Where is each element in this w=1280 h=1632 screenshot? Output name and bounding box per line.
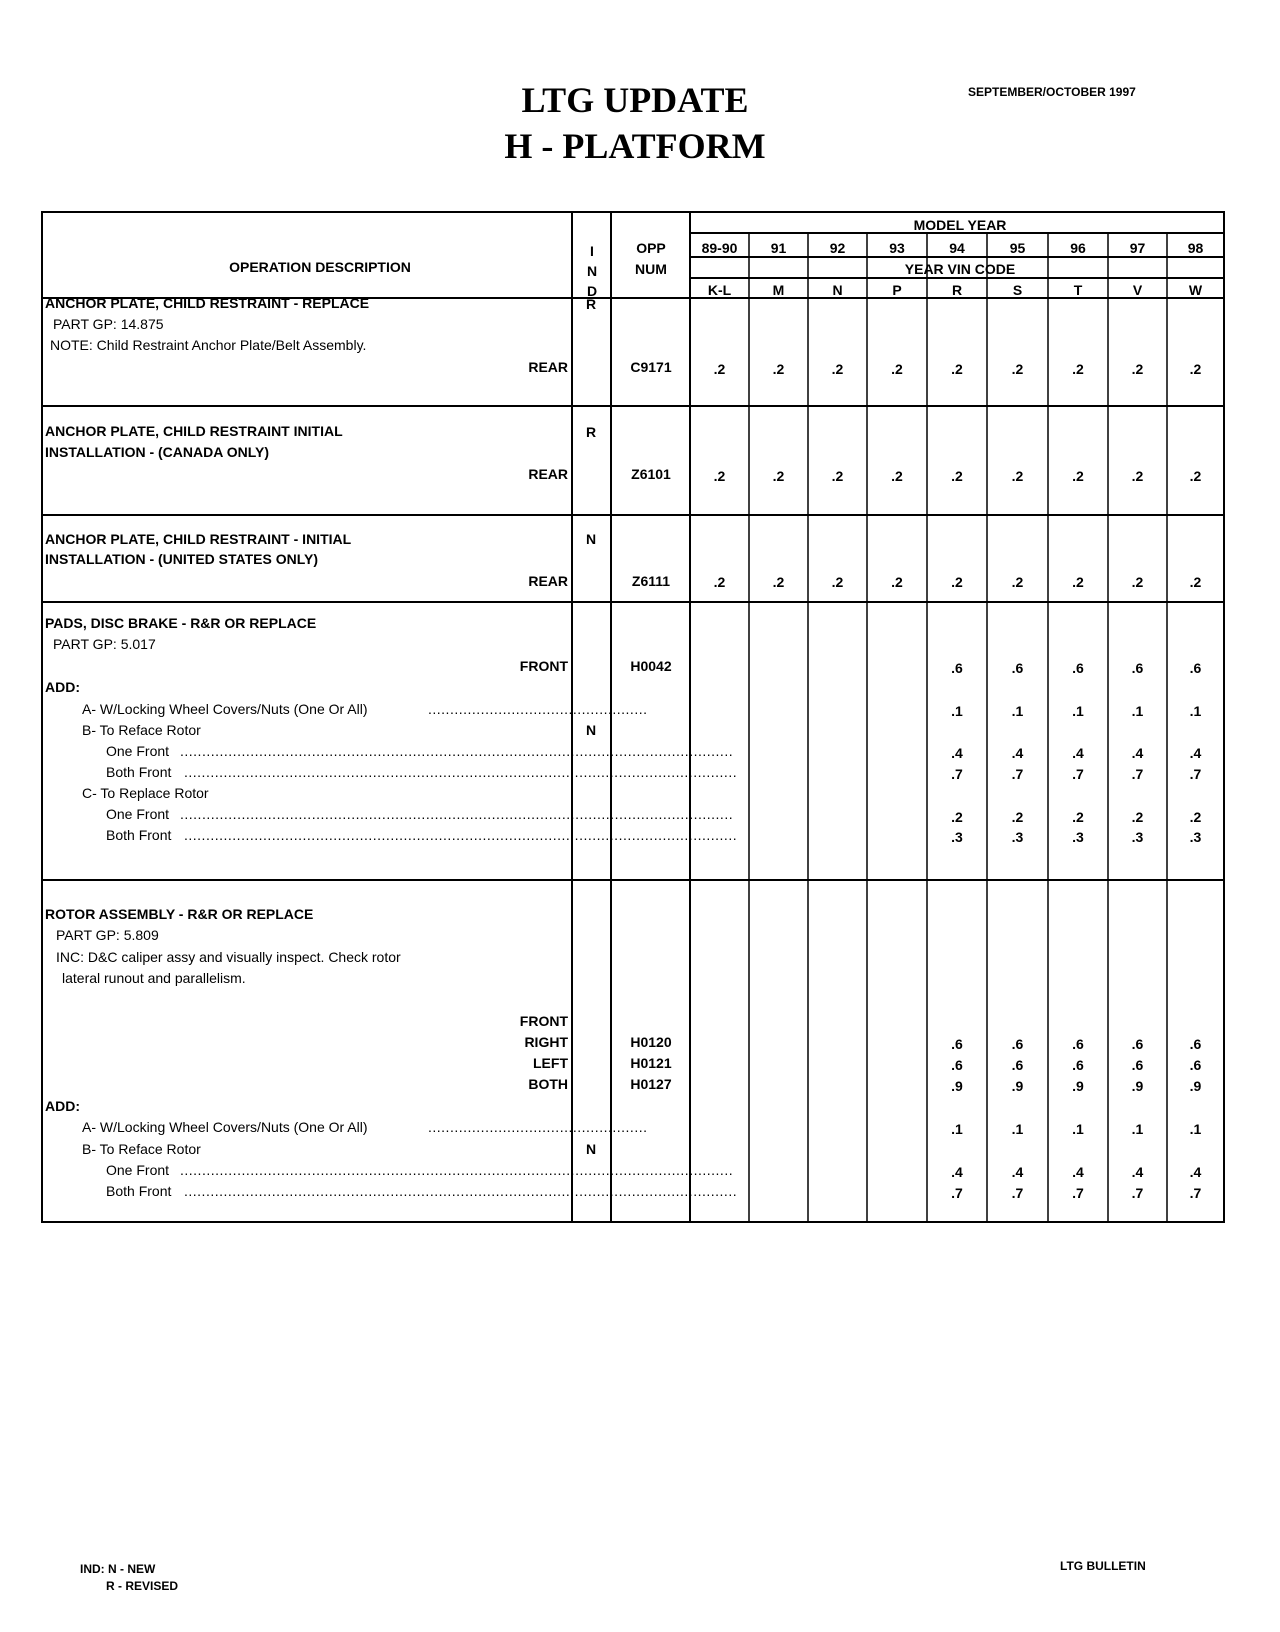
time-value: .6 <box>1072 1057 1084 1073</box>
time-value: .1 <box>1189 703 1202 719</box>
row1-ind: R <box>585 296 597 312</box>
time-value: .9 <box>1072 1078 1084 1094</box>
time-value: .7 <box>1131 1185 1144 1201</box>
time-value: .4 <box>1189 1164 1202 1180</box>
row5-leader-b-one: .............................................................................................................................. <box>180 1162 734 1178</box>
header-year-7: 97 <box>1129 240 1146 256</box>
time-value: .1 <box>1131 1121 1144 1137</box>
time-value: .4 <box>1072 745 1084 761</box>
time-value: .3 <box>1131 829 1144 845</box>
row4-leader-c-both: .............................................................................................................................. <box>184 827 738 843</box>
row5-ind: N <box>585 1141 597 1157</box>
time-value: .4 <box>951 1164 963 1180</box>
time-value: .9 <box>1131 1078 1144 1094</box>
row4-add: ADD: <box>45 679 80 695</box>
header-year-6: 96 <box>1070 240 1086 256</box>
row4-ind: N <box>585 722 597 738</box>
row5-right: RIGHT <box>524 1034 568 1050</box>
time-value: .1 <box>1072 1121 1084 1137</box>
time-value: .1 <box>1072 703 1084 719</box>
row5-add: ADD: <box>45 1098 80 1114</box>
row4-b-one-front: One Front <box>106 743 170 759</box>
time-value: .4 <box>1011 745 1024 761</box>
row3-ind: N <box>585 531 597 547</box>
row5-b-both-front: Both Front <box>106 1183 172 1199</box>
row3-opp: Z6111 <box>631 573 671 589</box>
time-value: .6 <box>1011 1036 1024 1052</box>
time-value: .2 <box>1131 361 1144 377</box>
time-value: .9 <box>1011 1078 1024 1094</box>
row5-leader-b-both: .............................................................................................................................. <box>184 1183 738 1199</box>
time-value: .2 <box>831 468 844 484</box>
row5-addon-a: A- W/Locking Wheel Covers/Nuts (One Or All) <box>82 1119 368 1135</box>
row3-title-line2: INSTALLATION - (UNITED STATES ONLY) <box>45 551 318 567</box>
row5-b-one-front: One Front <box>106 1162 170 1178</box>
time-value: .2 <box>1131 574 1144 590</box>
header-vin-5: S <box>1012 282 1023 298</box>
time-value: .2 <box>1011 809 1024 825</box>
time-value: .2 <box>891 574 903 590</box>
row3-title-line1: ANCHOR PLATE, CHILD RESTRAINT - INITIAL <box>45 531 352 547</box>
time-value: .7 <box>1072 766 1084 782</box>
time-value: .2 <box>713 361 726 377</box>
row4-addon-b: B- To Reface Rotor <box>82 722 201 738</box>
time-value: .9 <box>1189 1078 1202 1094</box>
header-vin-6: T <box>1073 282 1083 298</box>
row5-part-gp: PART GP: 5.809 <box>56 927 159 943</box>
time-value: .7 <box>951 1185 963 1201</box>
time-value: .1 <box>1189 1121 1202 1137</box>
header-model-year: MODEL YEAR <box>913 217 1007 233</box>
time-value: .2 <box>1011 574 1024 590</box>
time-value: .2 <box>772 468 785 484</box>
time-value: .7 <box>1131 766 1144 782</box>
time-value: .2 <box>951 361 963 377</box>
header-year-1: 91 <box>770 240 787 256</box>
time-value: .1 <box>1011 703 1024 719</box>
header-vin-0: K-L <box>707 282 732 298</box>
header-opp: OPP <box>636 240 666 256</box>
row2-title-line2: INSTALLATION - (CANADA ONLY) <box>45 444 269 460</box>
time-value: .2 <box>1131 468 1144 484</box>
row5-inc-line1: INC: D&C caliper assy and visually inspect. Check rotor <box>56 949 401 965</box>
row4-leader-b-one: .............................................................................................................................. <box>180 743 734 759</box>
row5-opp-right: H0120 <box>630 1034 672 1050</box>
time-value: .2 <box>1189 574 1202 590</box>
time-value: .6 <box>1072 660 1084 676</box>
header-vin-8: W <box>1188 282 1203 298</box>
row4-position: FRONT <box>519 658 568 674</box>
time-value: .2 <box>713 574 726 590</box>
footer-ind-revised: R - REVISED <box>106 1579 179 1593</box>
row1-part-gp: PART GP: 14.875 <box>53 316 164 332</box>
row5-both: BOTH <box>528 1076 568 1092</box>
row1-note: NOTE: Child Restraint Anchor Plate/Belt Assembly. <box>50 337 367 353</box>
page-title-line1: LTG UPDATE <box>521 80 749 120</box>
header-vin-2: N <box>832 282 843 298</box>
time-value: .2 <box>951 468 963 484</box>
time-value: .2 <box>1011 361 1024 377</box>
time-value: .6 <box>1131 1057 1144 1073</box>
row4-opp: H0042 <box>630 658 672 674</box>
time-value: .6 <box>951 660 963 676</box>
row4-leader-c-one: .............................................................................................................................. <box>180 806 734 822</box>
time-value: .1 <box>951 703 963 719</box>
header-ind-d: D <box>586 283 598 299</box>
time-value: .1 <box>951 1121 963 1137</box>
row5-front: FRONT <box>519 1013 568 1029</box>
header-num: NUM <box>635 261 667 277</box>
time-value: .4 <box>1131 745 1144 761</box>
footer-ind-new: IND: N - NEW <box>80 1562 156 1576</box>
header-vin-4: R <box>951 282 963 298</box>
page-title-line2: H - PLATFORM <box>504 126 766 166</box>
row1-position: REAR <box>528 359 568 375</box>
row5-left: LEFT <box>533 1055 568 1071</box>
row2-ind: R <box>585 424 597 440</box>
time-value: .6 <box>951 1036 963 1052</box>
header-vin-7: V <box>1132 282 1143 298</box>
row2-opp: Z6101 <box>631 466 671 482</box>
row4-c-one-front: One Front <box>106 806 170 822</box>
time-value: .2 <box>1189 468 1202 484</box>
header-ind-i: I <box>590 243 594 259</box>
header-year-vin-code: YEAR VIN CODE <box>904 261 1016 277</box>
header-year-5: 95 <box>1009 240 1026 256</box>
time-value: .7 <box>1189 766 1202 782</box>
time-value: .2 <box>713 468 726 484</box>
time-value: .2 <box>1072 361 1084 377</box>
time-value: .2 <box>1131 809 1144 825</box>
time-value: .2 <box>831 574 844 590</box>
time-value: .6 <box>1189 1057 1202 1073</box>
time-value: .6 <box>1189 660 1202 676</box>
time-value: .4 <box>951 745 963 761</box>
row5-opp-both: H0127 <box>630 1076 672 1092</box>
time-value: .2 <box>951 574 963 590</box>
time-value: .4 <box>1131 1164 1144 1180</box>
time-value: .2 <box>951 809 963 825</box>
row2-title-line1: ANCHOR PLATE, CHILD RESTRAINT INITIAL <box>45 423 343 439</box>
time-value: .6 <box>1072 1036 1084 1052</box>
time-value: .4 <box>1072 1164 1084 1180</box>
row5-inc-line2: lateral runout and parallelism. <box>62 970 246 986</box>
time-value: .3 <box>1072 829 1084 845</box>
row5-leader-a: .................................................. <box>428 1119 648 1135</box>
row5-title: ROTOR ASSEMBLY - R&R OR REPLACE <box>45 906 314 922</box>
header-vin-3: P <box>892 282 902 298</box>
time-value: .7 <box>1011 766 1024 782</box>
row4-leader-b-both: .............................................................................................................................. <box>184 764 738 780</box>
header-ind-n: N <box>586 263 598 279</box>
row4-part-gp: PART GP: 5.017 <box>53 636 156 652</box>
header-year-3: 93 <box>889 240 905 256</box>
time-value: .2 <box>891 361 903 377</box>
header-operation-description: OPERATION DESCRIPTION <box>229 259 411 275</box>
row4-c-both-front: Both Front <box>106 827 172 843</box>
time-value: .2 <box>1189 809 1202 825</box>
header-year-4: 94 <box>949 240 965 256</box>
row3-position: REAR <box>528 573 568 589</box>
header-vin-1: M <box>772 282 785 298</box>
time-value: .4 <box>1011 1164 1024 1180</box>
time-value: .3 <box>1189 829 1202 845</box>
time-value: .6 <box>1011 1057 1024 1073</box>
row4-addon-a: A- W/Locking Wheel Covers/Nuts (One Or All) <box>82 701 368 717</box>
time-value: .7 <box>951 766 963 782</box>
bulletin-date: SEPTEMBER/OCTOBER 1997 <box>968 85 1136 99</box>
time-value: .7 <box>1011 1185 1024 1201</box>
header-year-8: 98 <box>1187 240 1204 256</box>
time-value: .3 <box>1011 829 1024 845</box>
time-value: .6 <box>951 1057 963 1073</box>
time-value: .7 <box>1072 1185 1084 1201</box>
row4-leader-a: .................................................. <box>428 701 648 717</box>
row1-opp: C9171 <box>630 359 672 375</box>
time-value: .2 <box>1072 468 1084 484</box>
time-value: .2 <box>1072 809 1084 825</box>
time-value: .9 <box>951 1078 963 1094</box>
row1-title: ANCHOR PLATE, CHILD RESTRAINT - REPLACE <box>45 295 370 311</box>
row4-title: PADS, DISC BRAKE - R&R OR REPLACE <box>45 615 317 631</box>
time-value: .2 <box>1189 361 1202 377</box>
footer-bulletin: LTG BULLETIN <box>1060 1559 1146 1573</box>
time-value: .2 <box>772 361 785 377</box>
time-value: .7 <box>1189 1185 1202 1201</box>
row4-addon-c: C- To Replace Rotor <box>82 785 209 801</box>
time-value: .1 <box>1011 1121 1024 1137</box>
row2-position: REAR <box>528 466 568 482</box>
time-value: .3 <box>951 829 963 845</box>
header-year-2: 92 <box>829 240 846 256</box>
time-value: .6 <box>1189 1036 1202 1052</box>
header-year-0: 89-90 <box>701 240 738 256</box>
time-value: .2 <box>831 361 844 377</box>
time-value: .6 <box>1131 660 1144 676</box>
time-value: .2 <box>1011 468 1024 484</box>
time-value: .2 <box>1072 574 1084 590</box>
time-value: .6 <box>1131 1036 1144 1052</box>
time-value: .2 <box>891 468 903 484</box>
row5-addon-b: B- To Reface Rotor <box>82 1141 201 1157</box>
row4-b-both-front: Both Front <box>106 764 172 780</box>
time-value: .4 <box>1189 745 1202 761</box>
time-value: .6 <box>1011 660 1024 676</box>
time-value: .1 <box>1131 703 1144 719</box>
time-value: .2 <box>772 574 785 590</box>
row5-opp-left: H0121 <box>630 1055 672 1071</box>
